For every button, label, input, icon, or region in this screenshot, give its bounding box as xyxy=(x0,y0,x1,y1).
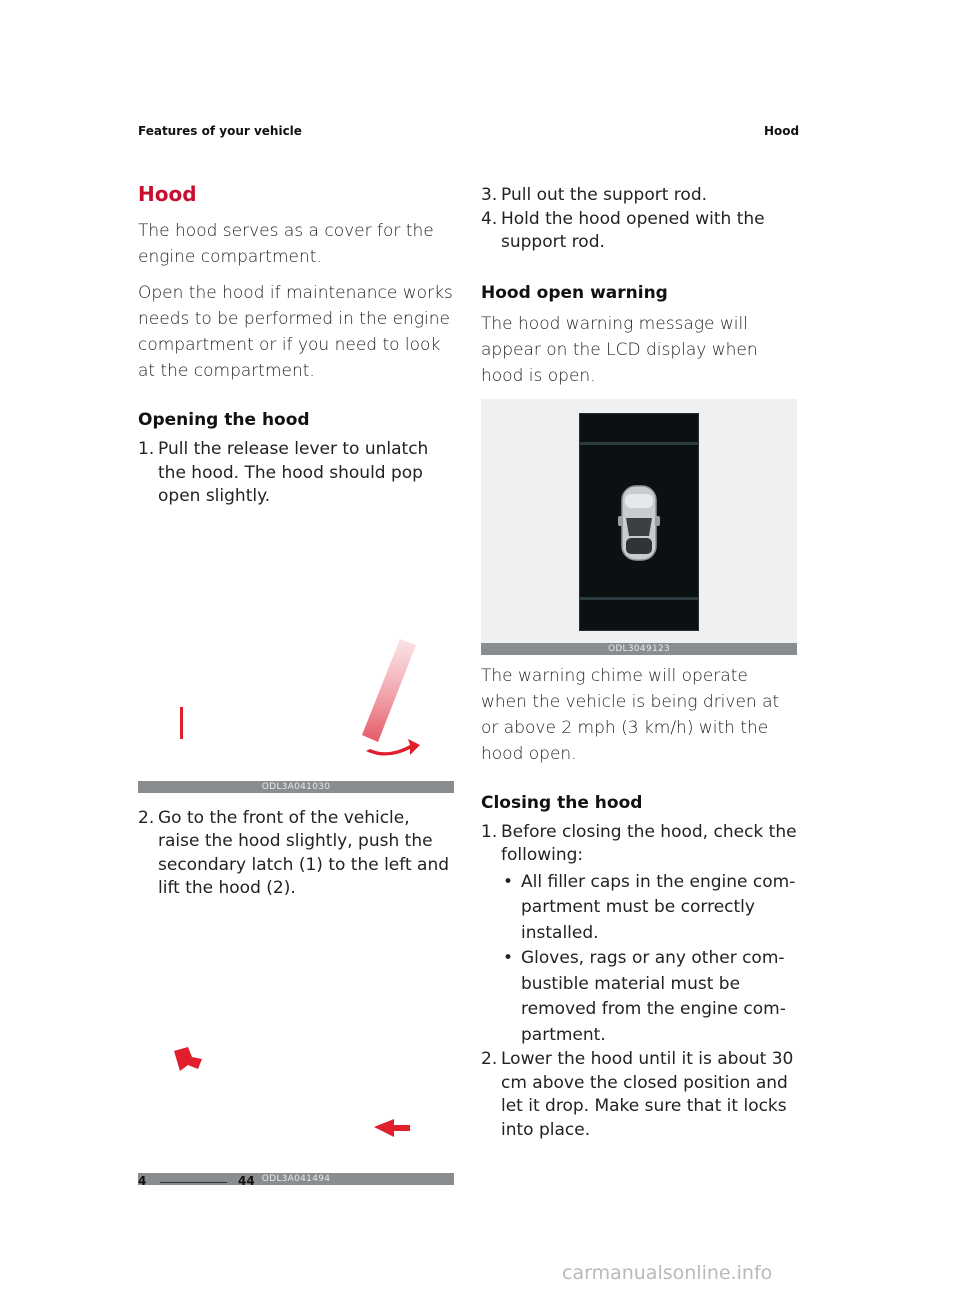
running-header-topic: Hood xyxy=(764,124,800,138)
footer-page-number: 44 xyxy=(238,1174,255,1188)
opening-steps-b xyxy=(138,807,454,901)
intro-paragraph-2: Open the hood if maintenance works needs to be performed in the engine compartment or if you need to look at the compartment. xyxy=(138,283,453,381)
closing-step-1: 1. Before closing the hood, check the following: • All filler caps in the engine com-partment must be correctly installed. • Gloves, rags or any other com-bustible material must be removed from the engine com-partment. xyxy=(481,821,797,1049)
checklist-item: • Gloves, rags or any other com-bustible material must be removed from the engine com-partment. xyxy=(503,948,786,1045)
figure-secondary-latch xyxy=(138,919,454,1185)
opening-heading: Opening the hood xyxy=(138,410,310,430)
warning-heading: Hood open warning xyxy=(481,282,668,303)
opening-steps-c xyxy=(481,184,797,255)
intro-paragraph-1: The hood serves as a cover for the engine compartment. xyxy=(138,221,434,267)
secondary-latch-illustration xyxy=(138,919,454,1169)
chime-paragraph: The warning chime will operate when the vehicle is being driven at or above 2 mph (3 km/h) with the hood open. xyxy=(481,665,780,764)
footer-rule xyxy=(160,1182,227,1183)
lift-arrow-icon xyxy=(374,1119,410,1137)
figure-code: ODL3049123 xyxy=(481,643,797,655)
figure-code: ODL3A041494 xyxy=(138,1173,454,1185)
closing-step-2: 2. Lower the hood until it is about 30 cm above the closed position and let it drop. Make sure that it locks into place. xyxy=(481,1049,794,1140)
lever-motion-trail xyxy=(362,639,416,742)
warning-paragraph: The hood warning message will appear on the LCD display when hood is open. xyxy=(481,313,758,386)
figure-lcd-warning xyxy=(481,399,797,655)
figure-release-lever xyxy=(138,527,454,793)
latch-mark xyxy=(180,707,183,739)
opening-step-2: 2. Go to the front of the vehicle, raise the hood slightly, push the secondary latch (1) to the left and lift the hood (2). xyxy=(138,807,450,898)
closing-steps xyxy=(481,821,797,1143)
checklist-item: • All filler caps in the engine com-partment must be correctly installed. xyxy=(503,871,796,943)
figure-code: ODL3A041030 xyxy=(138,781,454,793)
opening-step-3: 3. Pull out the support rod. xyxy=(481,185,708,205)
left-column xyxy=(138,180,454,1185)
right-column xyxy=(481,184,797,1142)
section-title: Hood xyxy=(138,182,197,206)
watermark: carmanualsonline.info xyxy=(562,1262,773,1284)
closing-heading: Closing the hood xyxy=(481,792,643,813)
running-header-section: Features of your vehicle xyxy=(138,124,302,138)
closing-checklist xyxy=(501,870,797,1049)
footer-chapter-number: 4 xyxy=(138,1174,147,1188)
latch-push-arrow-icon xyxy=(174,1047,202,1071)
opening-steps-a xyxy=(138,438,454,509)
release-lever-illustration xyxy=(138,527,454,777)
lcd-display xyxy=(579,413,699,631)
pull-arrow-icon xyxy=(366,739,420,756)
opening-step-1: 1. Pull the release lever to unlatch the hood. The hood should pop open slightly. xyxy=(138,439,429,506)
opening-step-4: 4. Hold the hood opened with the support rod. xyxy=(481,208,765,252)
